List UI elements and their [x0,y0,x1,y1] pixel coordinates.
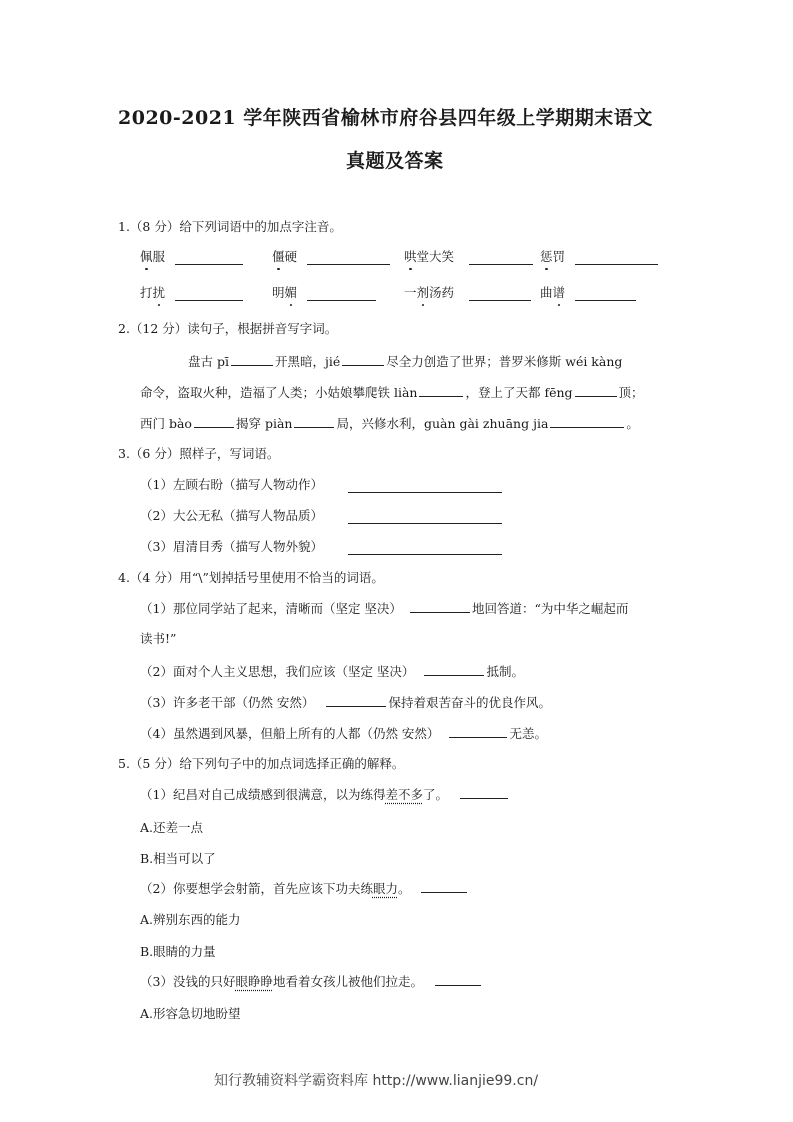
q1-word-2 [272,249,297,265]
q3-heading: 3.（6 分）照样子，写词语。 [118,446,280,461]
word-rest: 硬 [284,249,298,264]
answer-blank[interactable] [342,353,384,366]
answer-blank[interactable] [231,353,273,366]
word-rest: 打 [140,285,153,300]
q5-option-2a: A.辨别东西的能力 [140,912,241,927]
q1-word-8 [540,285,565,301]
text-segment: 西门 bào [140,416,192,431]
q5-option-3a: A.形容急切地盼望 [140,1006,241,1021]
q5-option-1b: B.相当可以了 [140,851,216,866]
q4-item-3 [140,694,551,711]
answer-blank[interactable] [326,694,386,707]
text-segment: 无恙。 [509,726,547,741]
text-segment: ，登上了天都 fēng [465,385,573,400]
q1-word-5 [140,285,165,301]
word-rest: 服 [152,249,166,264]
answer-blank[interactable] [175,299,243,301]
dotted-char: 僵 [272,249,285,264]
q5-sentence-1 [140,786,510,803]
q5-heading: 5.（5 分）给下列句子中的加点词选择正确的解释。 [118,756,405,771]
document-title-line2: 真题及答案 [346,150,444,172]
answer-blank[interactable] [469,299,531,301]
text-segment: 了。 [422,787,448,802]
text-segment: （3）没钱的只好 [140,974,236,989]
answer-blank[interactable] [550,415,624,428]
dotted-char: 佩 [140,249,153,264]
answer-blank[interactable] [307,263,390,265]
answer-blank[interactable] [424,663,484,676]
answer-blank[interactable] [175,263,243,265]
q2-line-2 [140,384,644,401]
q4-heading: 4.（4 分）用“\”划掉括号里使用不恰当的词语。 [118,570,384,585]
answer-blank[interactable] [575,384,617,397]
q1-word-7 [404,285,454,301]
q4-item-1-cont: 读书!” [140,631,177,646]
text-segment: （2）你要想学会射箭，首先应该下功夫练 [140,881,373,896]
dotted-char: 哄 [404,249,417,264]
q1-heading: 1.（8 分）给下列词语中的加点字注音。 [118,219,342,234]
text-segment: 命令，盗取火种，造福了人类；小姑娘攀爬铁 liàn [140,385,418,400]
q1-word-1 [140,249,165,265]
q4-item-4 [140,725,547,742]
text-segment: 顶； [618,385,644,400]
dotted-char: 媚 [284,285,298,300]
answer-blank[interactable] [307,299,376,301]
text-segment: 揭穿 piàn [235,416,293,431]
answer-blank[interactable] [410,600,470,613]
dotted-char: 谱 [552,285,566,300]
answer-blank[interactable] [421,880,467,893]
dotted-word: 差不多 [385,787,423,802]
dotted-word: 眼力 [372,881,398,896]
q1-word-3 [404,249,454,265]
text-segment: 盘古 pī [188,354,229,369]
answer-blank[interactable] [348,522,502,524]
text-segment: 地看着女孩儿被他们拉走。 [272,974,423,989]
answer-blank[interactable] [460,786,508,799]
text-segment: 尽全力创造了世界；普罗米修斯 wéi kàng [386,354,623,369]
q2-line-3 [140,415,639,432]
text-segment: （3）许多老干部（仍然 安然） [140,695,315,710]
text-segment: 。 [626,416,639,431]
dotted-char: 惩 [540,249,553,264]
text-segment: 开黑暗，jié [274,354,341,369]
text-segment: 局，兴修水利，guàn gài zhuāng jia [336,416,549,431]
answer-blank[interactable] [469,263,533,265]
document-title-line1: 2020-2021 学年陕西省榆林市府谷县四年级上学期期末语文 [118,107,653,129]
text-segment: （1）那位同学站了起来，清晰而（坚定 坚决） [140,601,402,616]
answer-blank[interactable] [575,299,636,301]
word-rest: 罚 [552,249,566,264]
text-segment: 抵制。 [486,664,524,679]
q4-item-2 [140,663,524,680]
answer-blank[interactable] [449,725,507,738]
q5-option-1a: A.还差一点 [140,820,204,835]
q4-item-1 [140,600,628,617]
q3-item-3: （3）眉清目秀（描写人物外貌） [140,539,323,554]
q2-heading: 2.（12 分）读句子，根据拼音写字词。 [118,321,338,336]
dotted-char: 扰 [152,285,166,300]
dotted-char: 剂 [416,285,430,300]
answer-blank[interactable] [194,415,234,428]
answer-blank[interactable] [294,415,334,428]
q1-word-4 [540,249,565,265]
footer-watermark: 知行教辅资料学霸资料库 http://www.lianjie99.cn/ [214,1073,539,1089]
q5-sentence-2 [140,880,469,897]
text-segment: 地回答道：“为中华之崛起而 [471,601,629,616]
text-segment: 保持着艰苦奋斗的优良作风。 [388,695,551,710]
word-rest: 一 [404,285,417,300]
word-rest: 堂大笑 [416,249,455,264]
q5-option-2b: B.眼睛的力量 [140,944,216,959]
q3-item-2: （2）大公无私（描写人物品质） [140,508,323,523]
q1-word-6 [272,285,297,301]
answer-blank[interactable] [575,263,658,265]
word-rest: 曲 [540,285,553,300]
answer-blank[interactable] [419,384,463,397]
text-segment: （4）虽然遇到风暴，但船上所有的人都（仍然 安然） [140,726,440,741]
text-segment: （1）纪昌对自己成绩感到很满意，以为练得 [140,787,386,802]
q5-sentence-3 [140,973,483,990]
answer-blank[interactable] [435,973,481,986]
answer-blank[interactable] [348,553,502,555]
q2-line-1 [188,353,622,370]
text-segment: （2）面对个人主义思想，我们应该（坚定 坚决） [140,664,415,679]
q3-item-1: （1）左顾右盼（描写人物动作） [140,477,323,492]
word-rest: 明 [272,285,285,300]
text-segment: 。 [397,881,411,896]
word-rest: 汤药 [429,285,455,300]
dotted-word: 眼睁睁 [235,974,273,989]
answer-blank[interactable] [348,491,502,493]
